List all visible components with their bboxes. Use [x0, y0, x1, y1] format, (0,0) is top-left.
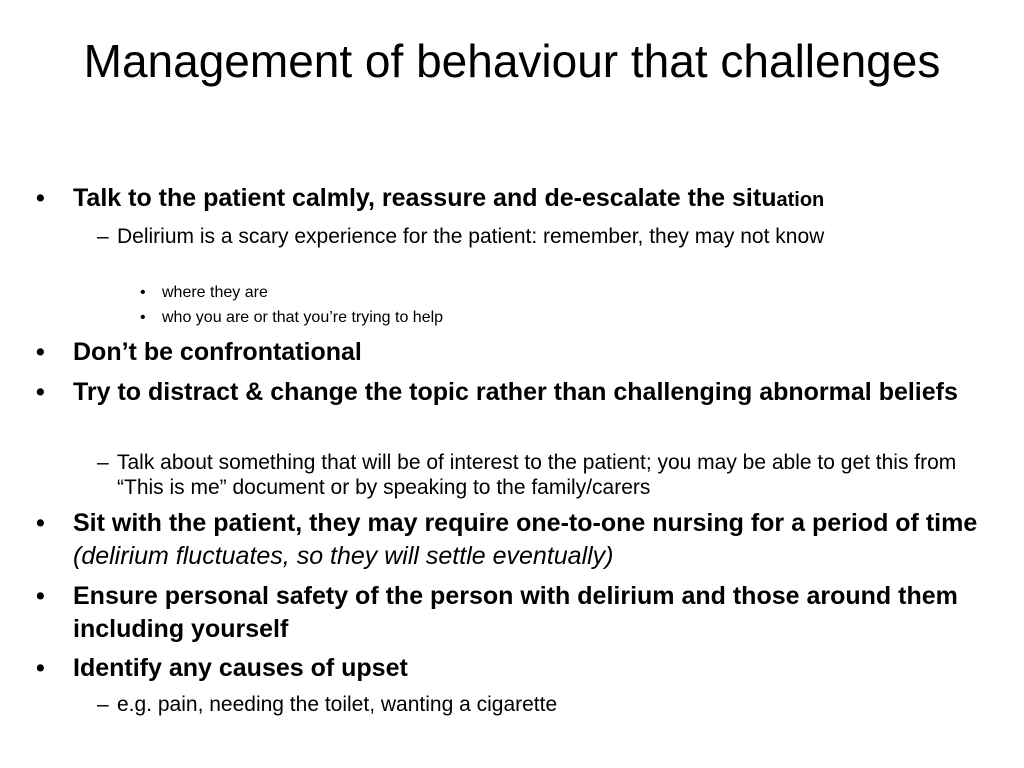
- bullet-marker: •: [36, 582, 45, 610]
- bullet-item: [36, 376, 986, 409]
- bullet-marker: •: [36, 654, 45, 682]
- bullet-text: [73, 182, 986, 217]
- dash-marker: –: [97, 451, 109, 474]
- bullet-marker: •: [36, 509, 45, 537]
- sub-sub-bullet-item: [140, 306, 920, 330]
- bullet-item: [36, 507, 986, 573]
- bullet-text-main: Talk to the patient calmly, reassure and de-escalate the situ: [73, 184, 777, 212]
- bullet-item: [36, 580, 986, 646]
- sub-sub-bullet-text: where they are: [162, 284, 268, 301]
- bullet-text-small: ation: [776, 189, 825, 211]
- bullet-marker: •: [140, 309, 146, 326]
- bullet-text-italic: (delirium fluctuates, so they will settle eventually): [73, 542, 614, 570]
- bullet-item: [36, 652, 986, 685]
- bullet-text: Ensure personal safety of the person with delirium and those around them including yourself: [73, 582, 958, 643]
- bullet-item: [36, 336, 986, 369]
- bullet-marker: •: [36, 184, 45, 212]
- slide-title: Management of behaviour that challenges: [83, 35, 941, 87]
- bullet-marker: •: [36, 378, 45, 406]
- bullet-item: [36, 182, 986, 217]
- dash-marker: –: [97, 225, 109, 248]
- bullet-text: Try to distract & change the topic rather than challenging abnormal beliefs: [73, 378, 958, 406]
- sub-bullet-text: e.g. pain, needing the toilet, wanting a cigarette: [117, 693, 558, 716]
- sub-bullet-text: Talk about something that will be of interest to the patient; you may be able to get this from “This is me” document or by speaking to the family/carers: [117, 451, 957, 499]
- bullet-text: Identify any causes of upset: [73, 654, 408, 682]
- sub-bullet-item: [97, 450, 987, 500]
- bullet-text: [73, 507, 986, 573]
- bullet-text: Don’t be confrontational: [73, 338, 362, 366]
- bullet-text-main: Sit with the patient, they may require one-to-one nursing for a period of time: [73, 509, 978, 537]
- sub-bullet-item: [97, 692, 987, 717]
- dash-marker: –: [97, 693, 109, 716]
- sub-bullet-text: Delirium is a scary experience for the patient: remember, they may not know: [117, 225, 825, 248]
- sub-sub-bullet-text: who you are or that you’re trying to help: [162, 309, 444, 326]
- sub-sub-bullet-item: [140, 281, 920, 305]
- bullet-marker: •: [36, 338, 45, 366]
- sub-bullet-item: [97, 224, 987, 249]
- bullet-marker: •: [140, 284, 146, 301]
